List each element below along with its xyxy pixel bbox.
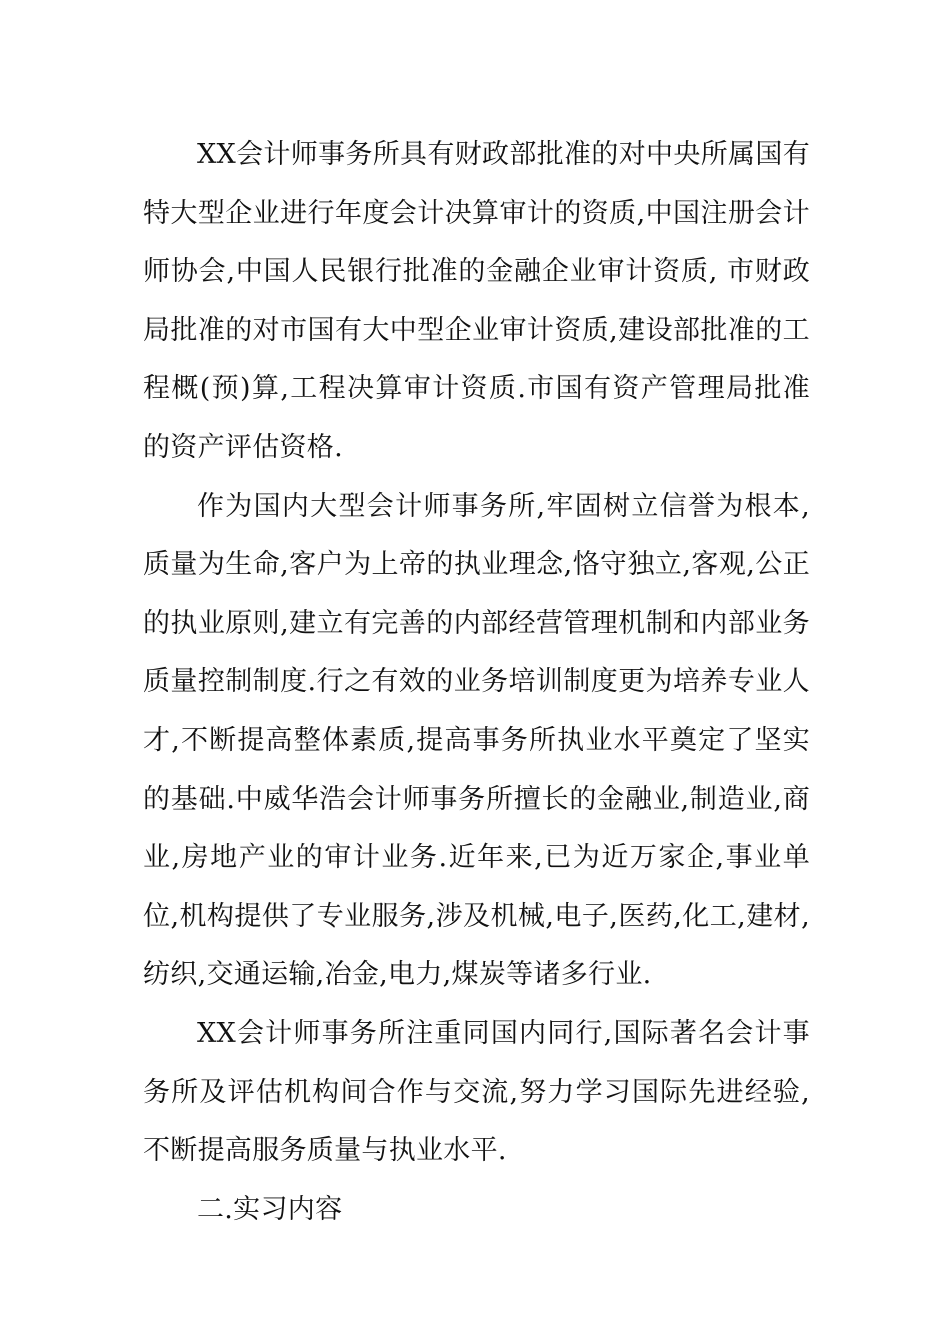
paragraph-qualifications: XX会计师事务所具有财政部批准的对中央所属国有特大型企业进行年度会计决算审计的资质,中国注册会计师协会,中国人民银行批准的金融企业审计资质, 市财政局批准的对市国有大中型企业审计资质,建设部批准的工程概(预)算,工程决算审计资质.市国有资产管理局批准的资产评估资格. [143, 139, 810, 463]
paragraph-philosophy: 作为国内大型会计师事务所,牢固树立信誉为根本,质量为生命,客户为上帝的执业理念,恪守独立,客观,公正的执业原则,建立有完善的内部经营管理机制和内部业务质量控制制度.行之有效的业务培训制度更为培养专业人才,不断提高整体素质,提高事务所执业水平奠定了坚实的基础.中威华浩会计师事务所擅长的金融业,制造业,商业,房地产业的审计业务.近年来,已为近万家企,事业单位,机构提供了专业服务,涉及机械,电子,医药,化工,建材,纺织,交通运输,冶金,电力,煤炭等诸多行业. [143, 490, 810, 991]
section-heading: 二.实习内容 [197, 1193, 343, 1225]
document-body [143, 126, 810, 1239]
paragraph-cooperation: XX会计师事务所注重同国内同行,国际著名会计事务所及评估机构间合作与交流,努力学习国际先进经验,不断提高服务质量与执业水平. [143, 1017, 810, 1167]
